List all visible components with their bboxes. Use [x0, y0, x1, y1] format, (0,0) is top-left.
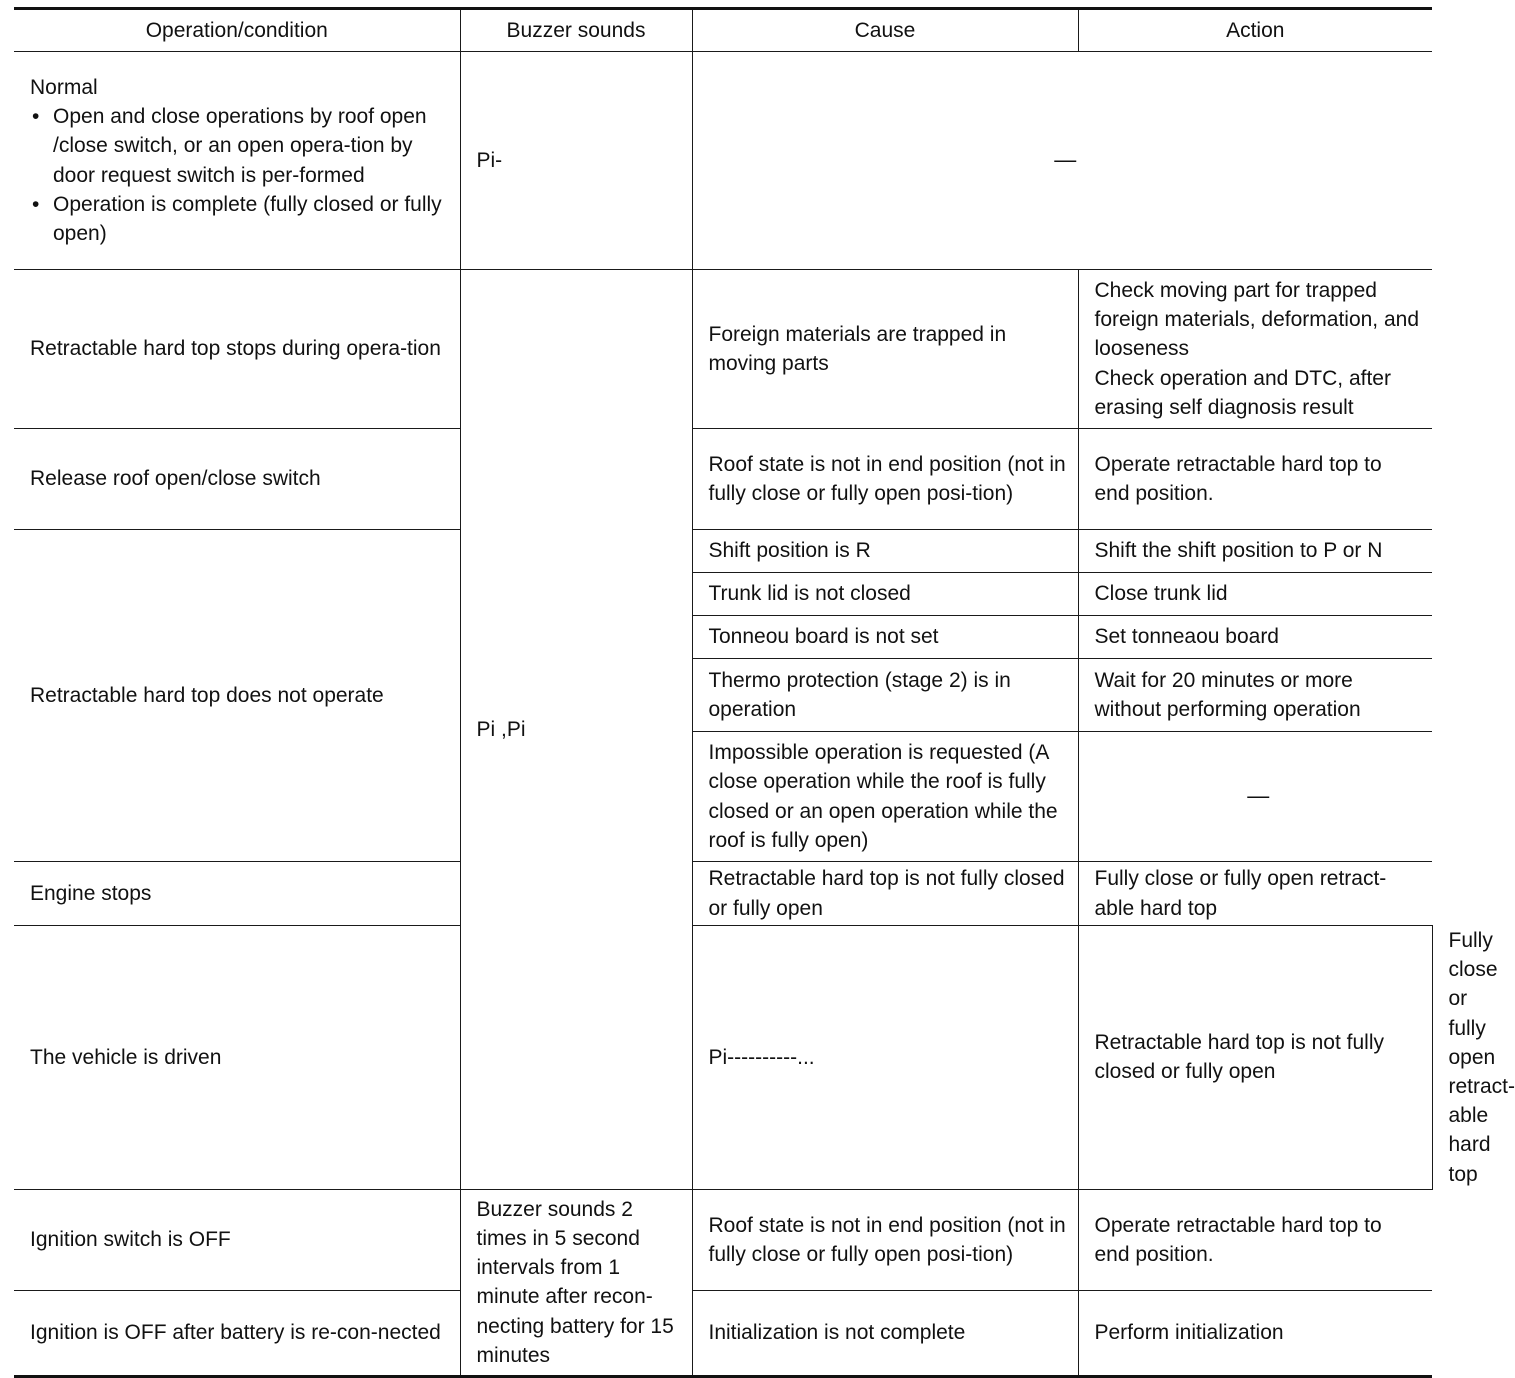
- action-stops: [1078, 270, 1432, 429]
- action-tonneou-board: Set tonneaou board: [1078, 616, 1432, 659]
- table-row: [14, 52, 1432, 270]
- action-ignition-off: Operate retractable hard top to end position.: [1078, 1189, 1432, 1290]
- buzzer-normal: Pi-: [460, 52, 692, 270]
- action-thermo-protection: Wait for 20 minutes or more without performing operation: [1078, 659, 1432, 732]
- table-row: [14, 862, 1432, 926]
- not-applicable-dash: —: [1247, 783, 1270, 809]
- cause-release: Roof state is not in end position (not in fully close or fully open posi-tion): [692, 429, 1078, 530]
- action-engine-stops: Fully close or fully open retract-able hard top: [1078, 862, 1432, 926]
- table-row: [14, 429, 1432, 530]
- condition-stops: Retractable hard top stops during opera-tion: [14, 270, 460, 429]
- table-row: [14, 1189, 1432, 1290]
- action-release: Operate retractable hard top to end position.: [1078, 429, 1432, 530]
- not-applicable-dash: —: [1054, 147, 1077, 173]
- action-trunk-lid: Close trunk lid: [1078, 573, 1432, 616]
- condition-engine-stops: Engine stops: [14, 862, 460, 926]
- cause-driven: Retractable hard top is not fully closed or fully open: [1078, 926, 1432, 1190]
- condition-normal-title: Normal: [30, 75, 98, 99]
- list-item: • Open and close operations by roof open /close switch, or an open opera-tion by door request switch is per-formed: [30, 102, 450, 190]
- cause-thermo-protection: Thermo protection (stage 2) is in operation: [692, 659, 1078, 732]
- table-row: [14, 530, 1432, 573]
- condition-driven: The vehicle is driven: [14, 926, 460, 1190]
- buzzer-ignition: Buzzer sounds 2 times in 5 second intervals from 1 minute after recon-necting battery for 15 minutes: [460, 1189, 692, 1376]
- cause-stops: Foreign materials are trapped in moving parts: [692, 270, 1078, 429]
- buzzer-sounds-table: [14, 7, 1515, 1378]
- cause-ignition-off: Roof state is not in end position (not in fully close or fully open posi-tion): [692, 1189, 1078, 1290]
- cause-tonneou-board: Tonneou board is not set: [692, 616, 1078, 659]
- table-row: [14, 1290, 1432, 1376]
- action-stops-text: Check moving part for trapped foreign materials, deformation, and looseness Check operation and DTC, after erasing self diagnosis result: [1094, 278, 1420, 419]
- action-impossible-operation: [1078, 732, 1432, 862]
- header-action: Action: [1078, 9, 1432, 52]
- header-buzzer-sounds: Buzzer sounds: [460, 9, 692, 52]
- header-operation-condition: Operation/condition: [14, 9, 460, 52]
- condition-ignition-off: Ignition switch is OFF: [14, 1189, 460, 1290]
- condition-not-operate: Retractable hard top does not operate: [14, 530, 460, 862]
- cause-trunk-lid: Trunk lid is not closed: [692, 573, 1078, 616]
- condition-normal-cell: [14, 52, 460, 270]
- list-item: • Operation is complete (fully closed or fully open): [30, 190, 450, 248]
- cause-shift-position: Shift position is R: [692, 530, 1078, 573]
- cause-engine-stops: Retractable hard top is not fully closed or fully open: [692, 862, 1078, 926]
- action-ignition-reconnect: Perform initialization: [1078, 1290, 1432, 1376]
- table-header-row: [14, 9, 1432, 52]
- condition-ignition-reconnect: Ignition is OFF after battery is re-con-nected: [14, 1290, 460, 1376]
- action-shift-position: Shift the shift position to P or N: [1078, 530, 1432, 573]
- condition-release: Release roof open/close switch: [14, 429, 460, 530]
- document-page: [14, 7, 1515, 1378]
- table-row: [14, 270, 1432, 429]
- cause-ignition-reconnect: Initialization is not complete: [692, 1290, 1078, 1376]
- header-cause: Cause: [692, 9, 1078, 52]
- condition-normal-bullets: [30, 102, 450, 248]
- buzzer-driven: Pi----------...: [692, 926, 1078, 1190]
- cause-action-normal: [692, 52, 1432, 270]
- table-row: The vehicle is driven Pi----------... Retractable hard top is not fully closed or fully open Fully close or fully open retract-able hard top: [14, 926, 1432, 1190]
- cause-impossible-operation: Impossible operation is requested (A close operation while the roof is fully closed or an open operation while the roof is fully open): [692, 732, 1078, 862]
- buzzer-pi-pi: Pi ,Pi: [460, 270, 692, 1190]
